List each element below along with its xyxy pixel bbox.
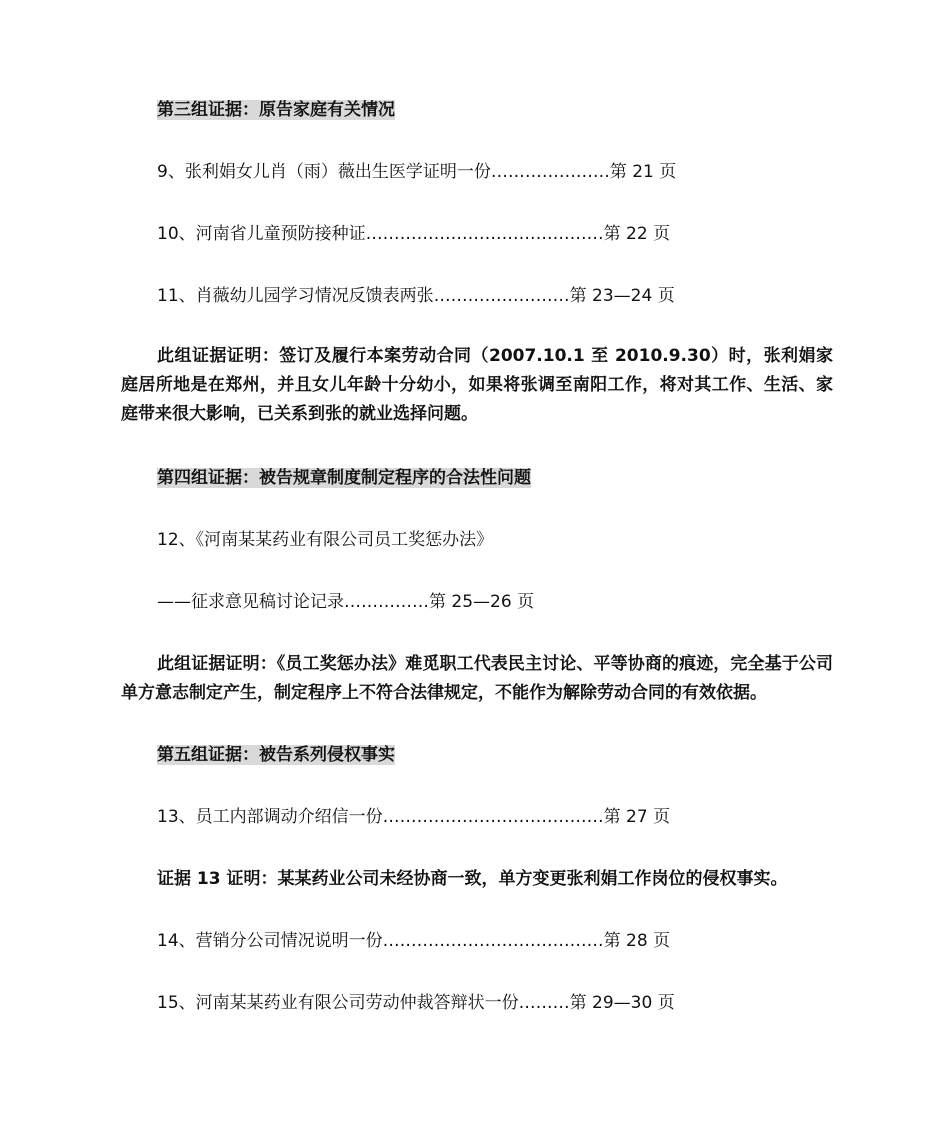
group3-heading-text: 第三组证据：原告家庭有关情况 xyxy=(157,100,395,120)
evidence-item-13: 13、员工内部调动介绍信一份…………………………………第 27 页 xyxy=(157,807,671,827)
evidence-item-14: 14、营销分公司情况说明一份…………………………………第 28 页 xyxy=(157,931,671,951)
group4-proof-paragraph: 此组证据证明：《员工奖惩办法》难觅职工代表民主讨论、平等协商的痕迹，完全基于公司单方意志制定产生，制定程序上不符合法律规定，不能作为解除劳动合同的有效依据。 xyxy=(121,654,833,703)
group3-heading xyxy=(157,99,395,121)
evidence-item-9: 9、张利娟女儿肖（雨）薇出生医学证明一份…………………第 21 页 xyxy=(157,162,677,182)
group3-proof-paragraph: 此组证据证明：签订及履行本案劳动合同（2007.10.1 至 2010.9.30）时，张利娟家庭居所地是在郑州，并且女儿年龄十分幼小，如果将张调至南阳工作，将对其工作、生活、家庭带来很大影响，已关系到张的就业选择问题。 xyxy=(121,346,833,424)
evidence-item-10: 10、河南省儿童预防接种证……………………………………第 22 页 xyxy=(157,224,671,244)
evidence-13-proof: 证据 13 证明：某某药业公司未经协商一致，单方变更张利娟工作岗位的侵权事实。 xyxy=(157,869,788,889)
evidence-item-12-subtitle: ——征求意见稿讨论记录……………第 25—26 页 xyxy=(157,592,535,612)
group4-heading xyxy=(157,467,531,489)
group5-heading xyxy=(157,744,395,766)
evidence-item-11: 11、肖薇幼儿园学习情况反馈表两张……………………第 23—24 页 xyxy=(157,286,675,306)
group4-heading-text: 第四组证据：被告规章制度制定程序的合法性问题 xyxy=(157,468,531,488)
evidence-item-15: 15、河南某某药业有限公司劳动仲裁答辩状一份………第 29—30 页 xyxy=(157,993,675,1013)
group5-heading-text: 第五组证据：被告系列侵权事实 xyxy=(157,745,395,765)
evidence-item-12: 12、《河南某某药业有限公司员工奖惩办法》 xyxy=(157,530,494,550)
